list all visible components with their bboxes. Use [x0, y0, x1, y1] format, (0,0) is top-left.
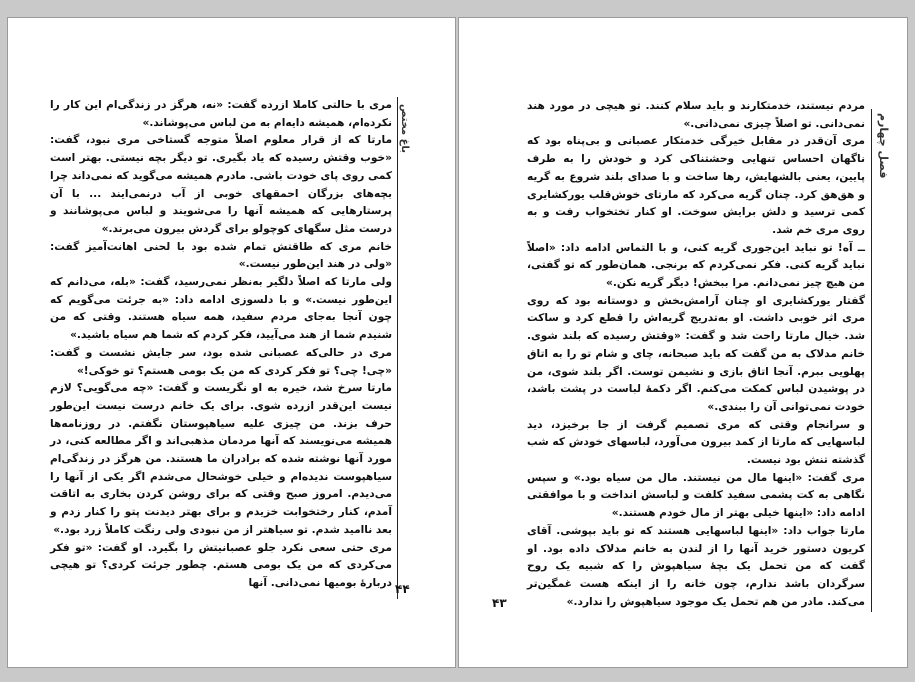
header-rule: [871, 109, 872, 612]
paragraph: ولی مارتا که اصلاً دلگیر به‌نظر نمی‌رسید، گفت: «بله، می‌دانم که این‌طور نیست.» و با دلسوزی ادامه داد: «به جرئت می‌گویم که چون آنجا به‌جای مردم سفید، همه سیاه هستند. وقتی که من شنیدم شما از هند می‌آیید، فکر کردم که شما هم سیاه باشید.»: [50, 276, 392, 342]
paragraph: خانم مری که طاقتش تمام شده بود با لحنی اهانت‌آمیز گفت: «ولی در هند این‌طور نیست.»: [50, 240, 392, 271]
paragraph: مارتا جواب داد: «اینها لباسهایی هستند که تو باید بپوشی. آقای کریون دستور خرید آنها را از لندن به خانم مدلاک داده بود. او گفت که من تحمل یک بچهٔ سیاهپوش را که شبیه یک روح سرگردان باشد ندارم، چون خانه را از اینکه هست غمگین‌تر می‌کند. مادر من هم تحمل یک موجود سیاهپوش را ندارد.»: [527, 524, 865, 608]
paragraph: مری گفت: «اینها مال من نیستند. مال من سیاه بود.» و سپس نگاهی به کت پشمی سفید کلفت و لباسش انداخت و با موافقتی ادامه داد: «اینها خیلی بهتر از مال خودم هستند.»: [527, 471, 865, 520]
body-text: [50, 97, 392, 593]
paragraph: مری حتی سعی نکرد جلو عصبانیتش را بگیرد. او گفت: «تو فکر می‌کردی که من یک بومی هستم. چطور جرئت کردی؟ تو هیچی دربارهٔ بومیها نمی‌دانی. آنها: [50, 541, 392, 589]
paragraph: مری در حالی‌که عصبانی شده بود، سر جایش نشست و گفت: «چی! چی؟ تو فکر کردی که من یک بومی هستم؟ تو خوکی!»: [50, 346, 392, 377]
running-header: فصل چهارم: [877, 113, 890, 179]
right-book-page: [458, 17, 908, 668]
paragraph: مری آن‌قدر در مقابل خیرگی خدمتکار عصبانی و بی‌پناه بود که ناگهان احساس تنهایی وحشتناکی کرد و خودش را به طرف پایین، یعنی بالشهایش، رها ساخت و با صدای بلند شروع به گریه و هق‌هق کرد. چنان گریه می‌کرد که مارتای خوش‌قلب یورکشایری کمی ترسید و دلش برایش سوخت. او کنار تختخواب رفت و به روی مری خم شد.: [527, 135, 865, 236]
page-number: ۴۳: [492, 596, 507, 610]
header-rule: [397, 97, 398, 599]
running-header: باغ مختص: [399, 104, 410, 153]
paragraph: ــ آه! تو نباید این‌جوری گریه کنی، و با التماس ادامه داد: «اصلاً نباید گریه کنی. فکر نمی‌کردم که برنجی. همان‌طور که تو گفتی، من هیچ چیز نمی‌دانم. مرا ببخش! دیگر گریه نکن.»: [527, 241, 865, 290]
paragraph: مارتا که از قرار معلوم اصلاً متوجه گستاخی مری نبود، گفت: «خوب وقتش رسیده که یاد بگیری. تو دیگر بچه نیستی. بهتر است کمی روی پای خودت باشی. مادرم همیشه می‌گوید که نمی‌داند چرا بچه‌های بزرگان احمقهای خوبی از آب درنمی‌ایند ... با آن پرستارهایی که همیشه آنها را می‌شویند و لباس می‌پوشانند و درست مثل سگهای کوچولو برای گردش بیرون می‌برند.»: [50, 134, 392, 235]
paragraph: و سرانجام وقتی که مری تصمیم گرفت از جا برخیزد، دید لباسهایی که مارتا از کمد بیرون می‌آورد، لباسهای خودش که شب گذشته تنش بود نیست.: [527, 418, 865, 467]
paragraph: مارتا سرخ شد، خیره به او نگریست و گفت: «چه می‌گویی؟ لازم نیست این‌قدر ازرده شوی. برای یک خانم درست نیست این‌طور حرف بزند. من چیزی علیه سیاهپوستان نگفتم. در روزنامه‌ها همیشه می‌نویسند که آنها مردمان مذهبی‌اند و اگر مطالعه کنی، در مورد آنها نوشته شده که برادران ما هستند. من هرگز در زندگی‌ام سیاهپوست ندیده‌ام و خیلی خوشحال می‌شدم اگر یکی از آنها را می‌دیدم. امروز صبح وقتی که برای روشن کردن بخاری به اتاقت آمدم، کنار رختخوابت خزیدم و برای بهتر دیدنت پتو را کنار زدم و بعد ناامید شدم. تو سیاهتر از من نبودی ولی رنگت کاملاً زرد بود.»: [50, 382, 392, 536]
body-text: [527, 98, 865, 611]
left-book-page: [7, 17, 456, 668]
paragraph: گفتار یورکشایری او چنان آرامش‌بخش و دوستانه بود که روی مری اثر خوبی داشت. او به‌تدریج گریه‌اش را قطع کرد و ساکت شد. خیال مارتا راحت شد و گفت: «وقتش رسیده که بلند شوی. خانم مدلاک به من گفت که باید صبحانه، چای و شام تو را به اتاق پهلویی ببرم. آنجا اتاق بازی و نشیمن توست. اگر بلند شوی، من در پوشیدن لباس کمکت می‌کنم. اگر دکمهٔ لباست در پشت باشد، خودت نمی‌توانی آن را ببندی.»: [527, 294, 865, 413]
paragraph: مردم نیستند، خدمتکارند و باید سلام کنند. تو هیچی در مورد هند نمی‌دانی. تو اصلاً چیزی نمی‌دانی.»: [527, 100, 865, 130]
paragraph: مری با حالتی کاملا ازرده گفت: «نه، هرگز در زندگی‌ام این کار را نکرده‌ام، همیشه دایه‌ام به من لباس می‌پوشاند.»: [50, 99, 392, 129]
page-number: ۴۴: [395, 582, 410, 596]
